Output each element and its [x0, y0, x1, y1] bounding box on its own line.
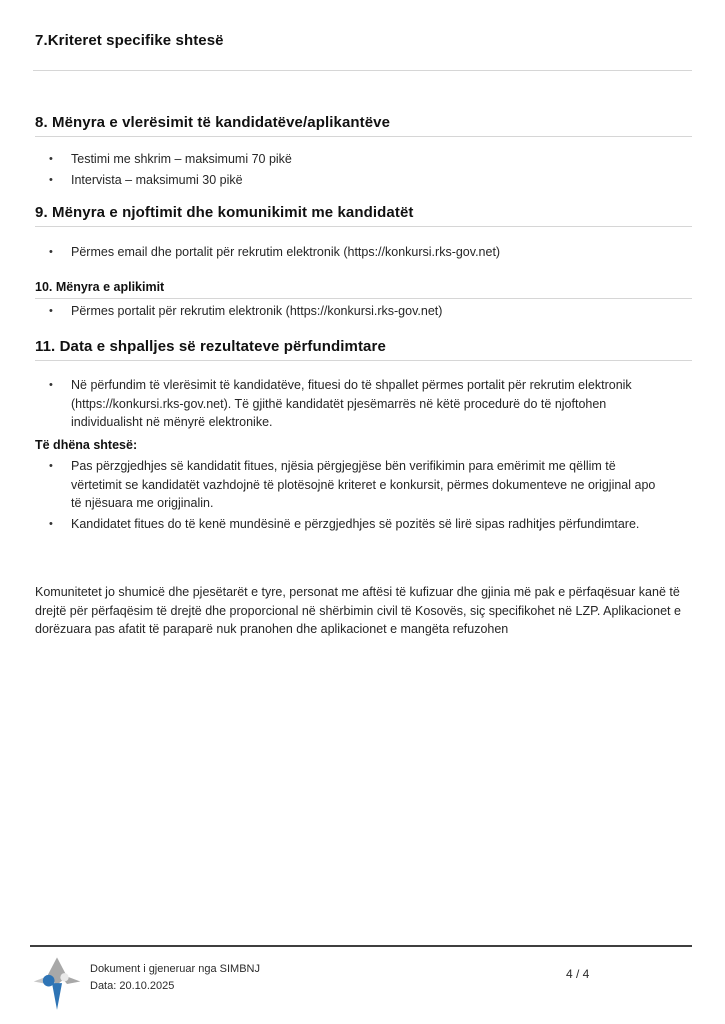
additional-info-label: Të dhëna shtesë: [35, 438, 138, 452]
footer-divider [30, 945, 692, 947]
bullet-item: • Kandidatet fitues do të kenë mundësinë e përzgjedhjes së pozitës së lirë sipas radhitjes përfundimtare. [47, 515, 657, 534]
simbnj-logo-icon [32, 956, 82, 1017]
section-8-heading: 8. Mënyra e vlerësimit të kandidatëve/aplikantëve [35, 114, 692, 137]
bullet-item: • Përmes portalit për rekrutim elektronik (https://konkursi.rks-gov.net) [47, 302, 657, 321]
bullet-item: • Intervista – maksimumi 30 pikë [47, 171, 657, 190]
section-10-bullet-list [35, 302, 657, 323]
bullet-item: • Në përfundim të vlerësimit të kandidatëve, fituesi do të shpallet përmes portalit për rekrutim elektronik (https://konkursi.rks-gov.net). Të gjithë kandidatët pjesëmarrës në këtë procedurë do të njoftohen individualisht në mënyrë elektronike. [47, 376, 657, 432]
closing-paragraph: Komunitetet jo shumicë dhe pjesëtarët e tyre, personat me aftësi të kufizuar dhe gjinia më pak e përfaqësuar kanë të drejtë për përfaqësim të drejtë dhe proporcional në shërbimin civil të Kosovës, siç specifikohet në LZP. Aplikacionet e dorëzuara pas afatit të paraparë nuk pranohen dhe aplikacionet e mangëta refuzohen [35, 585, 681, 636]
footer-generated-by: Dokument i gjeneruar nga SIMBNJ [90, 963, 260, 975]
section-8-bullet-list [35, 150, 657, 191]
section-7-divider [33, 70, 692, 71]
section-9-heading: 9. Mënyra e njoftimit dhe komunikimit me kandidatët [35, 204, 692, 227]
section-11-bullet-list [35, 376, 657, 434]
bullet-item: • Përmes email dhe portalit për rekrutim elektronik (https://konkursi.rks-gov.net) [47, 243, 657, 262]
footer-info [90, 961, 260, 995]
bullet-item: • Pas përzgjedhjes së kandidatit fitues, njësia përgjegjëse bën verifikimin para emërimit me qëllim të vërtetimit se kandidatët vazhdojnë të plotësojnë kriteret e konkursit, përmes dokumenteve ne origjinal apo të njësuara me origjinalin. [47, 457, 657, 513]
section-9-bullet-list [35, 243, 657, 264]
additional-info-bullet-list [35, 457, 657, 535]
page-number: 4 / 4 [566, 967, 590, 981]
bullet-item: • Testimi me shkrim – maksimumi 70 pikë [47, 150, 657, 169]
section-7-heading: 7.Kriteret specifike shtesë [35, 32, 224, 49]
section-10-heading: 10. Mënyra e aplikimit [35, 280, 692, 299]
section-11-heading: 11. Data e shpalljes së rezultateve përfundimtare [35, 338, 692, 361]
footer-date: Data: 20.10.2025 [90, 980, 175, 992]
